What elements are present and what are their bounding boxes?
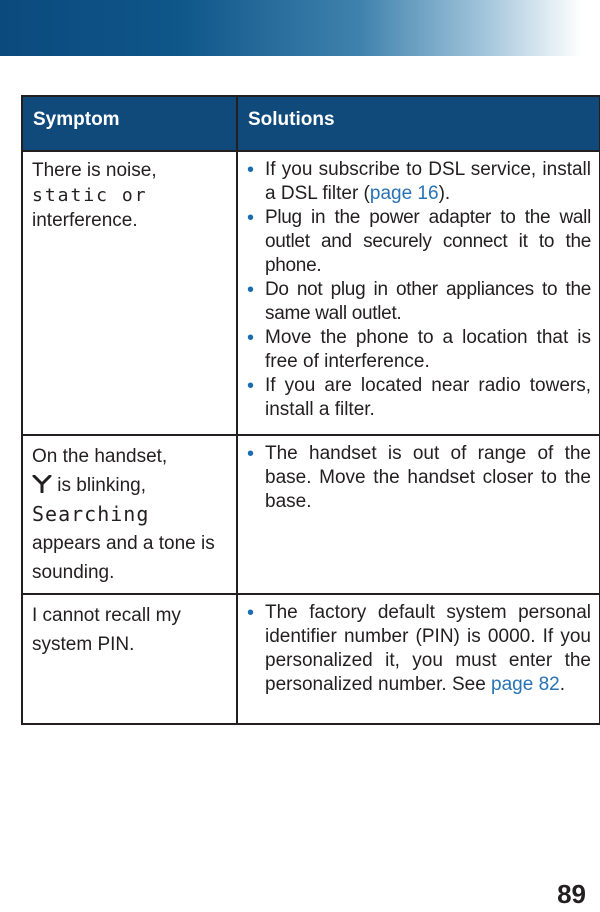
header-symptom: Symptom <box>22 96 237 151</box>
bullet-icon: • <box>247 443 255 465</box>
symptom-text: On the handset, <box>32 446 168 467</box>
solution-text: The handset is out of range of the base. Move the handset closer to the base. <box>265 443 591 512</box>
solution-text: Move the phone to a location that is free of interference. <box>265 327 591 372</box>
solution-text: If you subscribe to DSL service, install a DSL filter ( <box>265 159 591 204</box>
list-item <box>247 326 591 374</box>
list-item <box>247 206 591 278</box>
header-solutions: Solutions <box>237 96 600 151</box>
symptom-text-line <box>32 471 228 500</box>
bullet-icon: • <box>247 602 255 624</box>
page-link[interactable]: page 16 <box>369 183 439 204</box>
table-row <box>22 151 600 435</box>
solutions-cell <box>237 435 600 594</box>
bullet-icon: • <box>247 207 254 229</box>
list-item <box>247 601 591 697</box>
symptom-mono-text: static or <box>32 185 148 206</box>
page-link[interactable]: page 82 <box>491 674 560 695</box>
symptom-cell <box>22 594 237 724</box>
solutions-cell <box>237 594 600 724</box>
symptom-text: is blinking, <box>52 475 146 496</box>
antenna-icon <box>32 475 52 493</box>
symptom-mono-text: Searching <box>32 502 150 526</box>
solution-text: If you are located near radio towers, install a filter. <box>265 375 591 420</box>
table-header-row <box>22 96 600 151</box>
troubleshooting-table <box>21 95 600 725</box>
bullet-icon: • <box>247 375 255 397</box>
symptom-text: There is noise, <box>32 160 157 181</box>
solution-text: Plug in the power adapter to the wall outlet and securely connect it to the phone. <box>265 207 591 276</box>
solution-text: ). <box>438 183 451 204</box>
solution-text: Do not plug in other appliances to the same wall outlet. <box>265 279 591 324</box>
symptom-text: I cannot recall my system PIN. <box>32 605 181 655</box>
list-item <box>247 442 591 514</box>
symptom-text: interference. <box>32 210 138 231</box>
table-row <box>22 435 600 594</box>
table-row <box>22 594 600 724</box>
symptom-cell <box>22 435 237 594</box>
solution-text: . <box>559 674 566 695</box>
solutions-cell <box>237 151 600 435</box>
list-item <box>247 374 591 422</box>
top-banner <box>0 0 600 56</box>
symptom-cell <box>22 151 237 435</box>
list-item <box>247 158 591 206</box>
bullet-icon: • <box>247 327 255 349</box>
bullet-icon: • <box>247 279 254 301</box>
bullet-icon: • <box>247 159 255 181</box>
solution-text: The factory default system personal identifier number (PIN) is 0000. If you personalized it, you must enter the personalized number. See <box>265 602 591 695</box>
symptom-text: appears and a tone is sounding. <box>32 533 215 583</box>
page-number: 89 <box>557 879 586 909</box>
list-item <box>247 278 591 326</box>
